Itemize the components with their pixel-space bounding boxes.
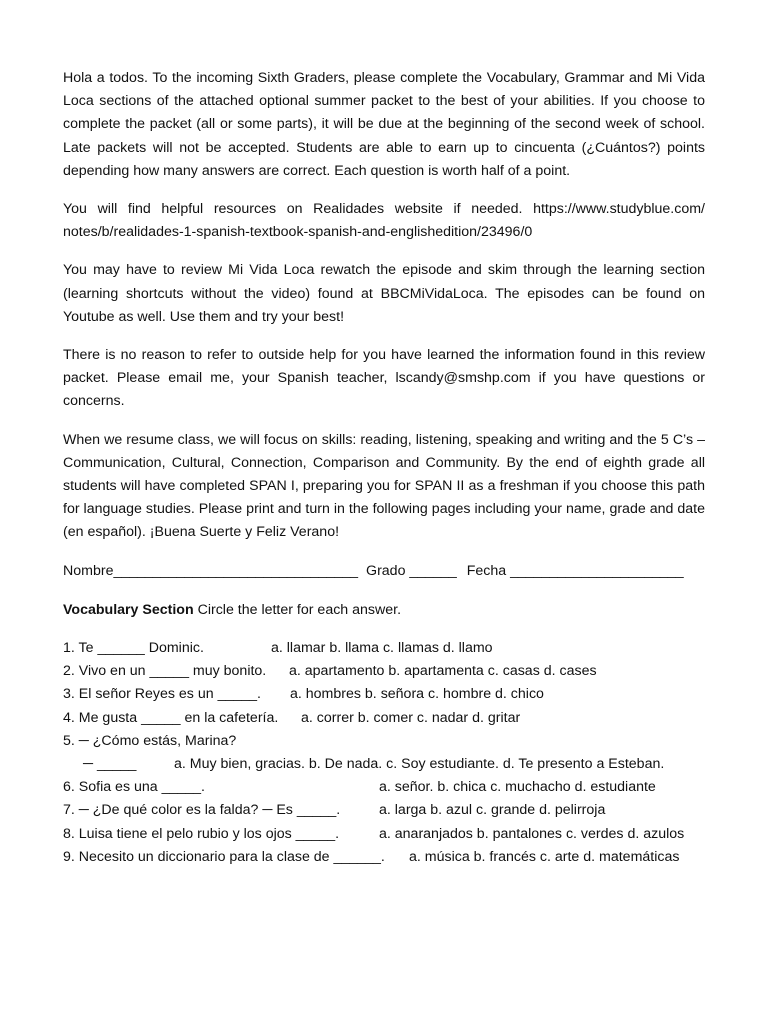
fecha-field[interactable]: Fecha ______________________ (466, 562, 684, 579)
question-1 (63, 637, 705, 660)
vocabulary-title: Vocabulary Section (63, 601, 194, 618)
vocabulary-instruction: Circle the letter for each answer. (197, 601, 402, 618)
question-stem: 4. Me gusta _____ en la cafetería. (63, 709, 279, 726)
question-stem: 9. Necesito un diccionario para la clase de ______. (63, 848, 385, 865)
question-options[interactable]: a. hombres b. señora c. hombre d. chico (290, 686, 544, 703)
nombre-field[interactable]: Nombre_______________________________ (63, 562, 359, 579)
question-4 (63, 707, 705, 730)
question-options[interactable]: a. apartamento b. apartamenta c. casas d. cases (289, 663, 597, 680)
question-stem: ─ _____ (83, 756, 137, 772)
question-7 (63, 799, 705, 822)
student-info-line (63, 560, 705, 583)
question-9 (63, 846, 705, 869)
question-2 (63, 660, 705, 683)
question-options[interactable]: a. correr b. comer c. nadar d. gritar (301, 709, 521, 726)
question-options[interactable]: a. música b. francés c. arte d. matemáticas (409, 848, 680, 865)
question-stem: 8. Luisa tiene el pelo rubio y los ojos _____. (63, 825, 340, 842)
question-5 (63, 730, 705, 753)
resources-paragraph: You will find helpful resources on Realidades website if needed. https://www.studyblue.com/ notes/b/realidades-1-spanish-textbook-spanish-and-englishedition/23496/0 (63, 201, 705, 241)
grado-field[interactable]: Grado ______ (366, 562, 457, 579)
question-options[interactable]: a. llamar b. llama c. llamas d. llamo (271, 640, 493, 657)
question-options[interactable]: a. Muy bien, gracias. b. De nada. c. Soy estudiante. d. Te presento a Esteban. (174, 756, 665, 772)
question-3 (63, 683, 705, 706)
mi-vida-loca-paragraph: You may have to review Mi Vida Loca rewatch the episode and skim through the learning section (learning shortcuts without the video) found at BBCMiVidaLoca. The episodes can be found on Youtube as well. Use them and try your best! (63, 262, 705, 325)
question-stem: 2. Vivo en un _____ muy bonito. (63, 663, 267, 680)
question-5-response (63, 753, 705, 776)
question-stem: 3. El señor Reyes es un _____. (63, 686, 261, 703)
document-page (63, 67, 705, 869)
intro-paragraph: Hola a todos. To the incoming Sixth Graders, please complete the Vocabulary, Grammar and Mi Vida Loca sections of the attached optional summer packet to the best of your abilities. If you choose to complete the packet (all or some parts), it will be due at the beginning of the second week of school. Late packets will not be accepted. Students are able to earn up to cincuenta (¿Cuántos?) points depending how many answers are correct. Each question is worth half of a point. (63, 70, 705, 179)
contact-paragraph: There is no reason to refer to outside help for you have learned the information found in this review packet. Please email me, your Spanish teacher, lscandy@smshp.com if you have questions or concerns. (63, 347, 705, 410)
question-options[interactable]: a. anaranjados b. pantalones c. verdes d. azulos (379, 825, 685, 842)
question-stem: 5. ─ ¿Cómo estás, Marina? (63, 732, 237, 749)
question-list (63, 637, 705, 869)
question-stem: 6. Sofia es una _____. (63, 779, 205, 796)
question-8 (63, 823, 705, 846)
question-options[interactable]: a. señor. b. chica c. muchacho d. estudiante (379, 779, 656, 796)
question-stem: 1. Te ______ Dominic. (63, 640, 204, 657)
skills-paragraph: When we resume class, we will focus on skills: reading, listening, speaking and writing and the 5 C’s – Communication, Cultural, Connection, Comparison and Community. By the end of eighth grade all students will have completed SPAN I, preparing you for SPAN II as a freshman if you choose this path for language studies. Please print and turn in the following pages including your name, grade and date (en español). ¡Buena Suerte y Feliz Verano! (63, 431, 705, 541)
question-stem: 7. ─ ¿De qué color es la falda? ─ Es _____. (63, 802, 341, 819)
vocabulary-heading (63, 599, 705, 622)
question-6 (63, 776, 705, 799)
question-options[interactable]: a. larga b. azul c. grande d. pelirroja (379, 802, 606, 819)
